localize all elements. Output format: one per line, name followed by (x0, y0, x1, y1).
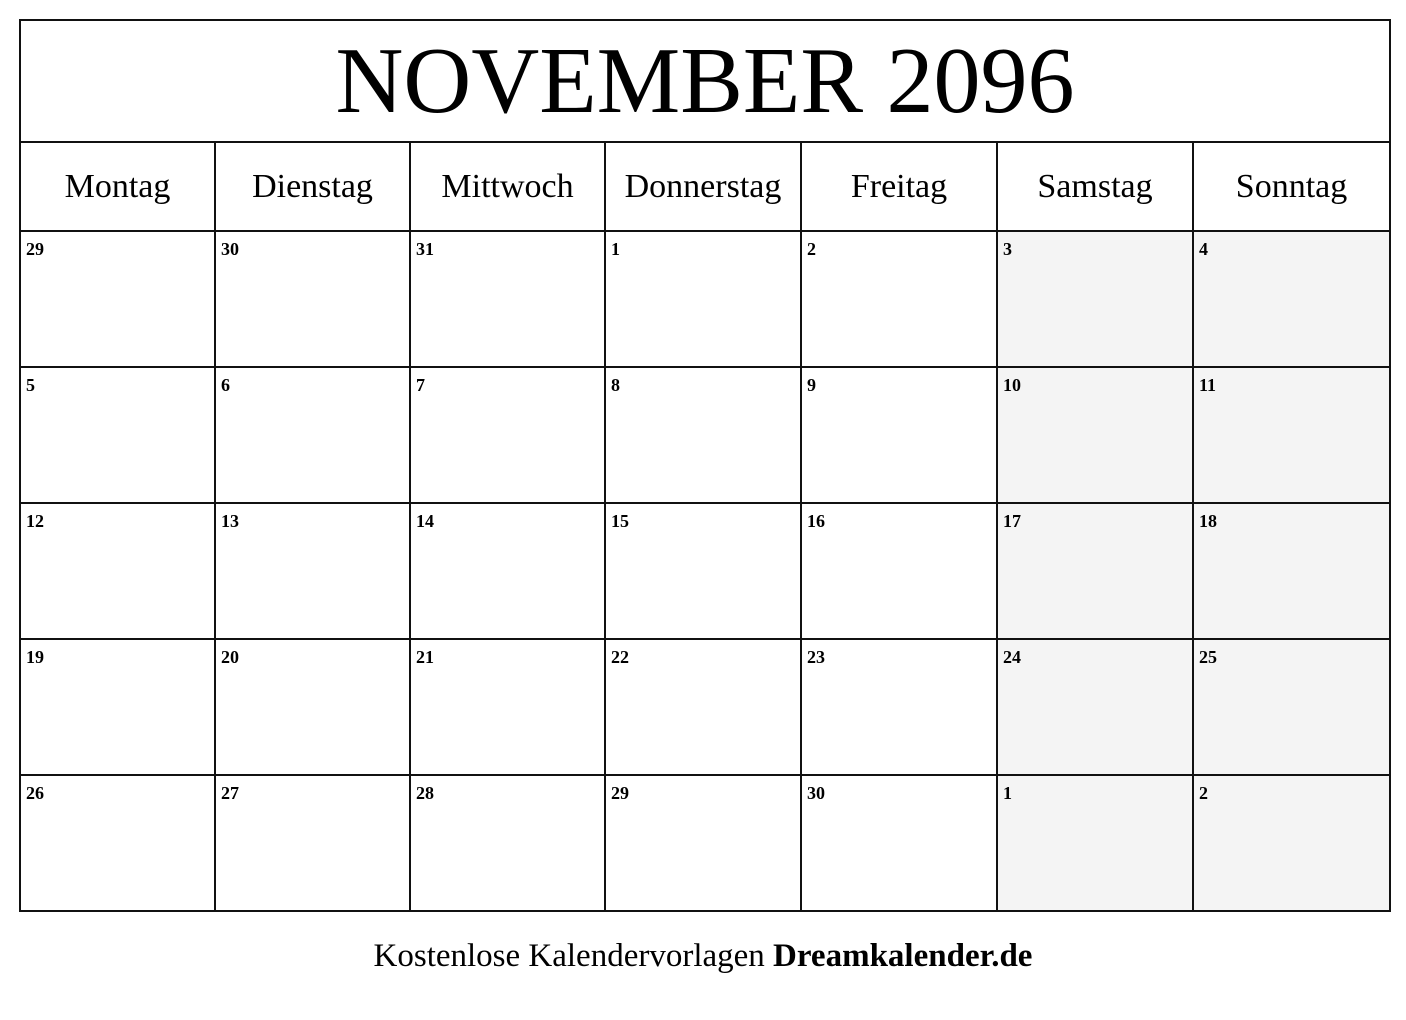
footer-brand-link[interactable]: Dreamkalender.de (773, 938, 1033, 974)
day-number: 10 (1003, 375, 1021, 395)
day-cell (215, 367, 410, 503)
title-row (20, 20, 1390, 142)
day-number: 28 (416, 783, 434, 803)
day-cell (801, 775, 997, 911)
day-number: 16 (807, 511, 825, 531)
day-number: 25 (1199, 647, 1217, 667)
day-number: 1 (1003, 783, 1012, 803)
day-cell (215, 775, 410, 911)
weekend-day-cell (997, 231, 1193, 367)
weekday-thursday: Donnerstag (605, 142, 801, 231)
weekend-day-cell (997, 367, 1193, 503)
footer-credit (0, 938, 1406, 975)
day-number: 24 (1003, 647, 1021, 667)
day-cell (410, 231, 605, 367)
calendar-title: NOVEMBER 2096 (20, 20, 1390, 142)
weekday-sunday: Sonntag (1193, 142, 1390, 231)
week-row (20, 503, 1390, 639)
day-number: 12 (26, 511, 44, 531)
day-number: 5 (26, 375, 35, 395)
day-cell (215, 231, 410, 367)
day-number: 19 (26, 647, 44, 667)
week-row (20, 231, 1390, 367)
day-number: 26 (26, 783, 44, 803)
day-cell (20, 775, 215, 911)
day-number: 8 (611, 375, 620, 395)
weekday-tuesday: Dienstag (215, 142, 410, 231)
weekend-day-cell (997, 639, 1193, 775)
day-cell (605, 231, 801, 367)
weekday-wednesday: Mittwoch (410, 142, 605, 231)
weekend-day-cell (1193, 503, 1390, 639)
day-number: 21 (416, 647, 434, 667)
day-number: 13 (221, 511, 239, 531)
day-cell (215, 639, 410, 775)
day-number: 2 (1199, 783, 1208, 803)
weekend-day-cell (1193, 775, 1390, 911)
day-number: 2 (807, 239, 816, 259)
day-cell (605, 503, 801, 639)
day-cell (410, 775, 605, 911)
week-row (20, 367, 1390, 503)
day-cell (605, 775, 801, 911)
day-cell (801, 367, 997, 503)
weekend-day-cell (1193, 231, 1390, 367)
day-cell (605, 367, 801, 503)
day-cell (215, 503, 410, 639)
week-row (20, 639, 1390, 775)
day-cell (20, 503, 215, 639)
day-number: 29 (26, 239, 44, 259)
day-number: 20 (221, 647, 239, 667)
weekday-header-row (20, 142, 1390, 231)
day-cell (410, 503, 605, 639)
day-number: 1 (611, 239, 620, 259)
weekend-day-cell (997, 503, 1193, 639)
day-number: 27 (221, 783, 239, 803)
day-number: 7 (416, 375, 425, 395)
day-number: 30 (221, 239, 239, 259)
day-cell (20, 639, 215, 775)
day-number: 11 (1199, 375, 1217, 395)
day-number: 31 (416, 239, 434, 259)
day-number: 6 (221, 375, 230, 395)
day-cell (20, 231, 215, 367)
day-number: 9 (807, 375, 816, 395)
day-number: 17 (1003, 511, 1021, 531)
weekend-day-cell (1193, 367, 1390, 503)
day-number: 23 (807, 647, 825, 667)
day-number: 15 (611, 511, 629, 531)
day-cell (801, 231, 997, 367)
footer-text: Kostenlose Kalendervorlagen (373, 938, 765, 974)
weekday-monday: Montag (20, 142, 215, 231)
day-number: 30 (807, 783, 825, 803)
day-cell (605, 639, 801, 775)
day-cell (410, 367, 605, 503)
day-number: 3 (1003, 239, 1012, 259)
week-row (20, 775, 1390, 911)
day-number: 29 (611, 783, 629, 803)
day-cell (410, 639, 605, 775)
weekday-friday: Freitag (801, 142, 997, 231)
weekend-day-cell (997, 775, 1193, 911)
weekend-day-cell (1193, 639, 1390, 775)
day-number: 22 (611, 647, 629, 667)
day-number: 18 (1199, 511, 1217, 531)
weekday-saturday: Samstag (997, 142, 1193, 231)
day-cell (20, 367, 215, 503)
day-number: 4 (1199, 239, 1208, 259)
calendar-table (19, 19, 1391, 912)
day-number: 14 (416, 511, 434, 531)
day-cell (801, 503, 997, 639)
day-cell (801, 639, 997, 775)
